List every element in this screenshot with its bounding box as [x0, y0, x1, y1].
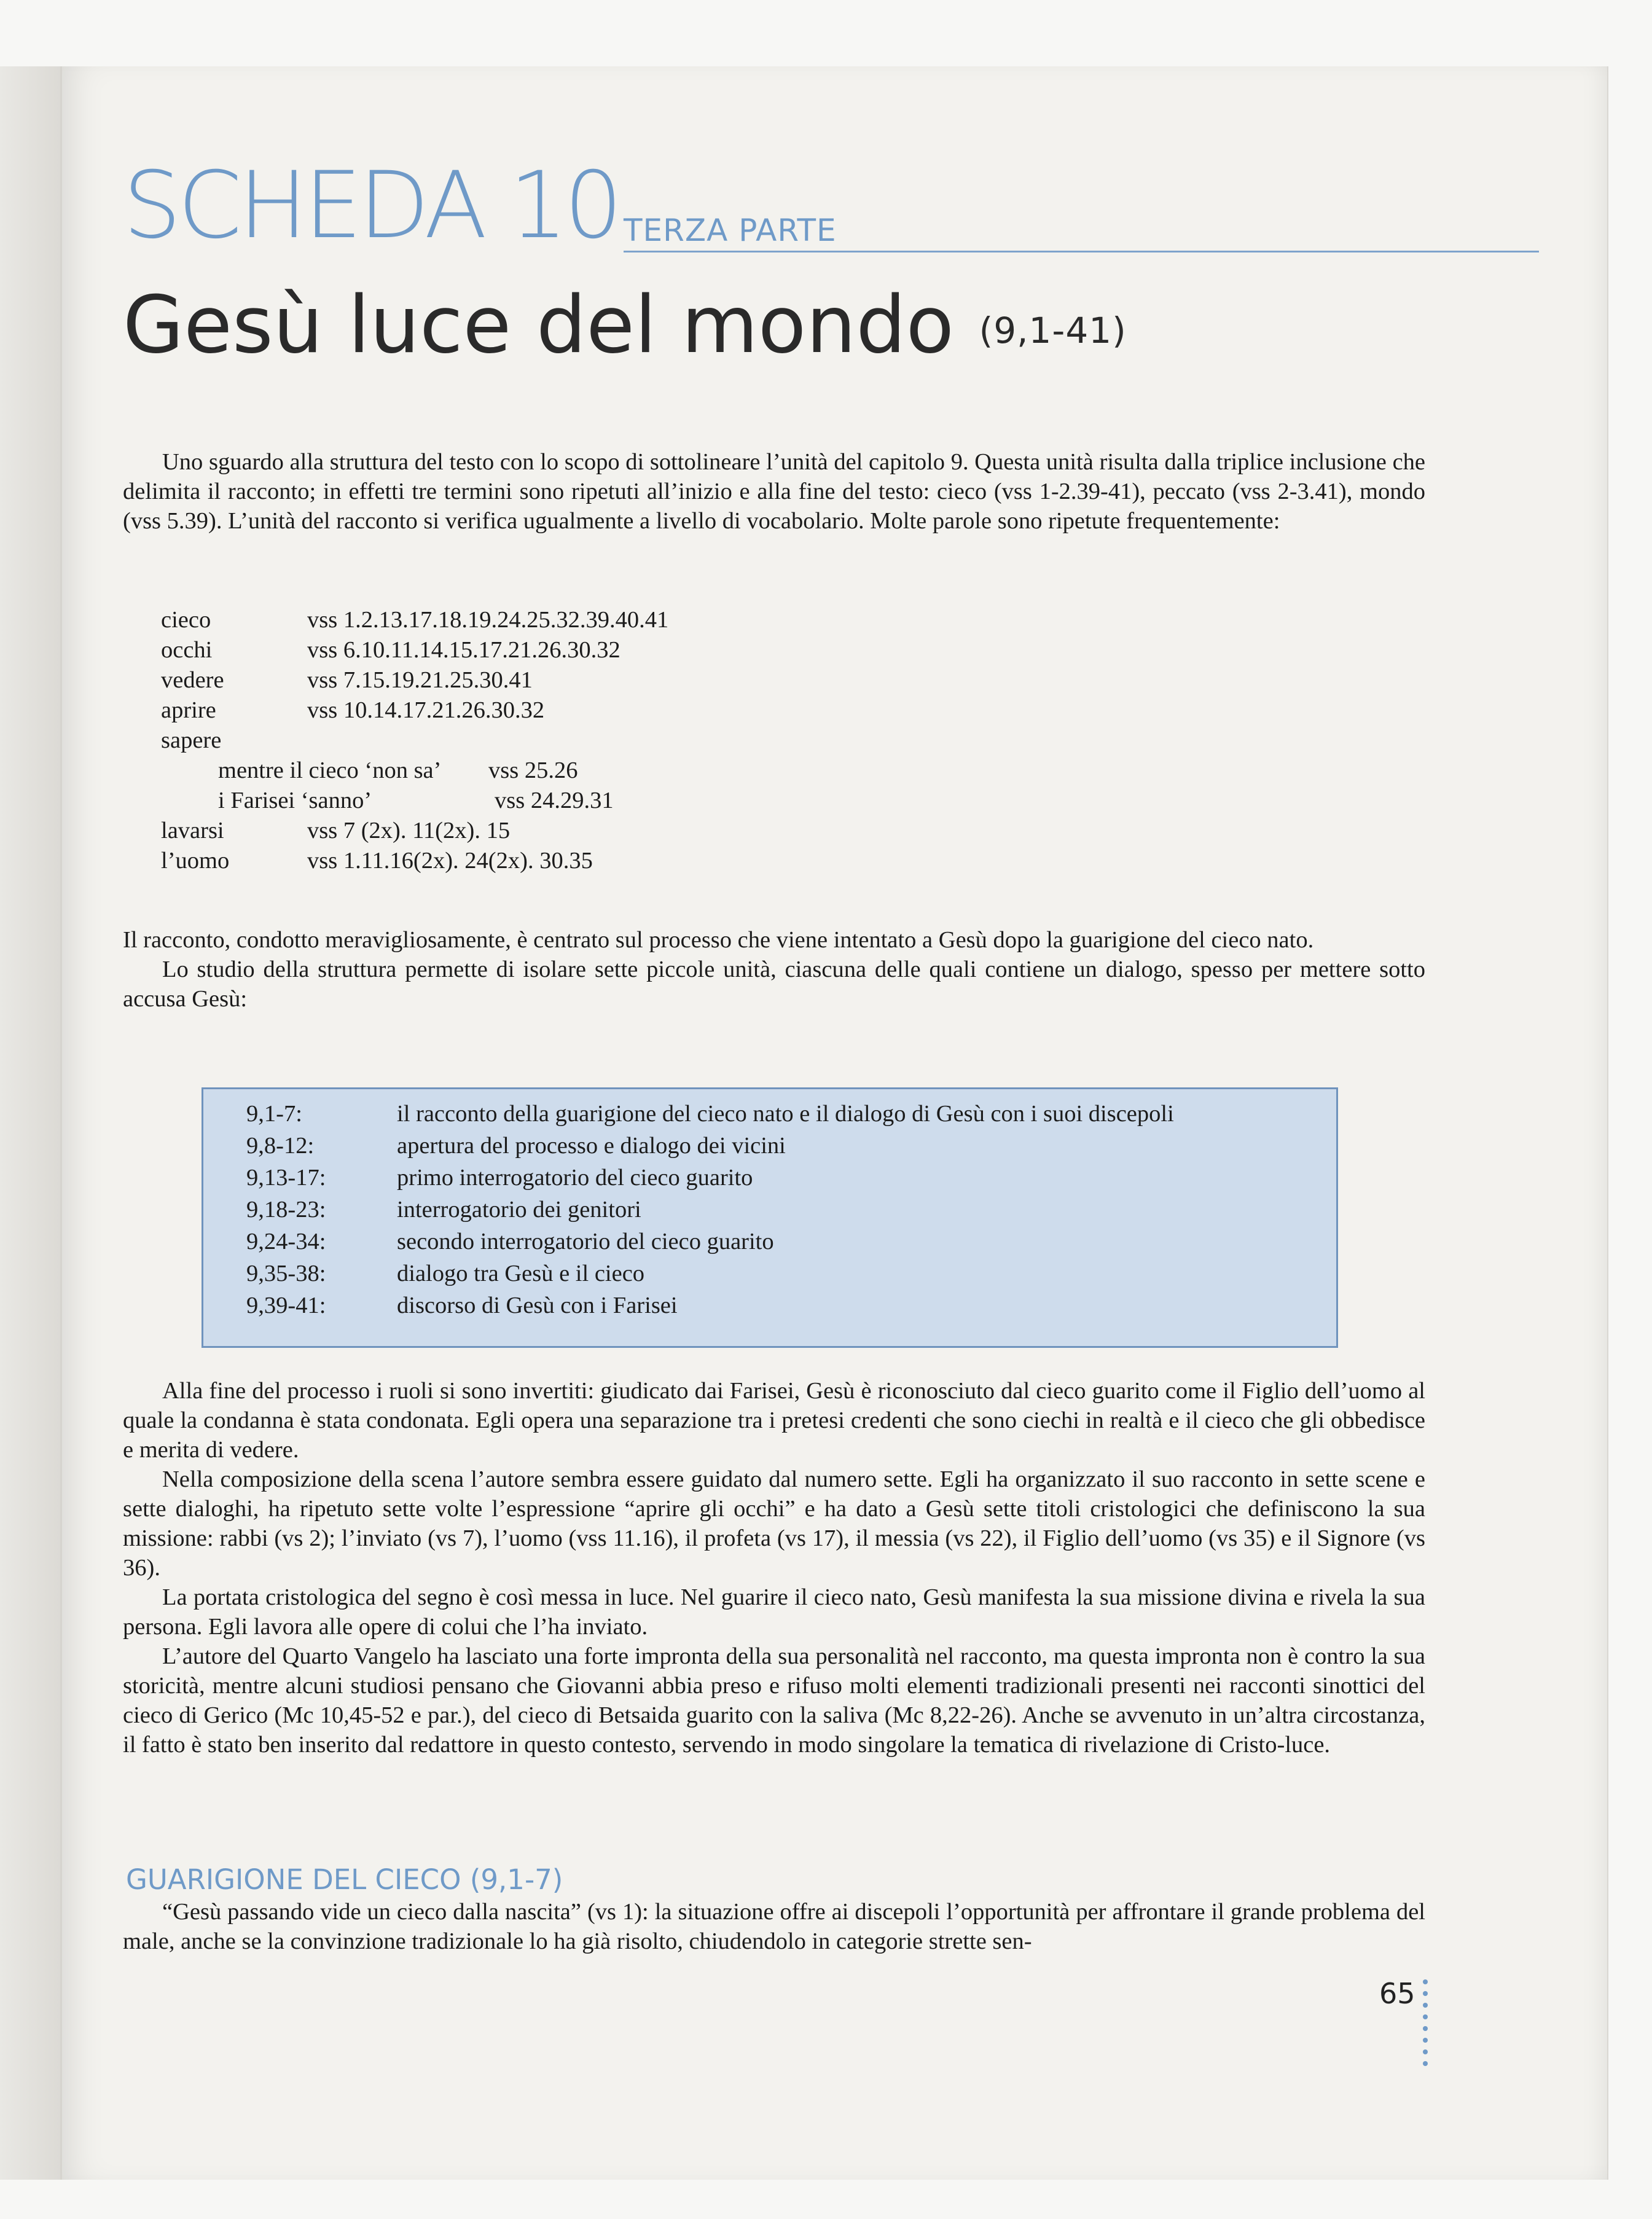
- title-text: Gesù luce del mondo: [123, 280, 954, 371]
- paragraph: Lo studio della struttura permette di isolare sette piccole unità, ciascuna delle quali contiene un dialogo, spesso per mettere sotto accusa Gesù:: [123, 957, 1425, 1012]
- page-dots-ornament: [1423, 1979, 1429, 2073]
- intro-paragraph: [123, 447, 1425, 536]
- paragraph: L’autore del Quarto Vangelo ha lasciato una forte impronta della sua personalità nel racconto, ma questa impronta non è contro la sua storicità, mentre alcuni studiosi pensano che Giovanni abbia preso e rifuso molti elementi tradizionali presenti nei racconti sinottici del cieco di Gerico (Mc 10,45-52 e par.), del cieco di Betsaida guarito con la saliva (Mc 8,22-26). Anche se avvenuto in un’altra circostanza, il fatto è stato ben inserito dal redattore in questo contesto, servendo in modo singolare la tematica di rivelazione di Cristo-luce.: [123, 1643, 1425, 1758]
- unit-row: 9,13-17: primo interrogatorio del cieco guarito: [246, 1165, 753, 1191]
- page-number: 65: [1379, 1977, 1415, 2010]
- main-paragraphs: [123, 1376, 1425, 1759]
- paragraph: Il racconto, condotto meravigliosamente, è centrato sul processo che viene intentato a Gesù dopo la guarigione del cieco nato.: [123, 927, 1314, 953]
- section-paragraph: [123, 1897, 1425, 1956]
- part-label: TERZA PARTE: [624, 213, 837, 248]
- page-title: [123, 280, 1474, 377]
- unit-row: 9,39-41: discorso di Gesù con i Farisei: [246, 1293, 678, 1318]
- title-ref: (9,1-41): [979, 309, 1127, 351]
- units-box: [202, 1087, 1338, 1348]
- paragraph: “Gesù passando vide un cieco dalla nascita” (vs 1): la situazione offre ai discepoli l’opportunità per affrontare il grande problema del male, anche se la convinzione tradizionale lo ha già risolto, chiudendolo in categorie strette sen-: [123, 1899, 1425, 1954]
- book-spine: [0, 66, 60, 2180]
- unit-row: 9,18-23: interrogatorio dei genitori: [246, 1197, 641, 1223]
- header-rule: [624, 251, 1539, 252]
- intro-text: Uno sguardo alla struttura del testo con lo scopo di sottolineare l’unità del capitolo 9. Questa unità risulta dalla triplice inclusione che delimita il racconto; in effetti tre termini sono ripetuti all’inizio e alla fine del testo: cieco (vss 1-2.39-41), peccato (vss 2-3.41), mondo (vss 5.39). L’unità del racconto si verifica ugualmente a livello di vocabolario. Molte parole sono ripetute frequentemente:: [123, 449, 1425, 534]
- unit-row: 9,8-12: apertura del processo e dialogo dei vicini: [246, 1133, 786, 1159]
- unit-row: 9,1-7: il racconto della guarigione del cieco nato e il dialogo di Gesù con i suoi discepoli: [246, 1101, 1174, 1127]
- paragraph: La portata cristologica del segno è così messa in luce. Nel guarire il cieco nato, Gesù manifesta la sua missione divina e rivela la sua persona. Egli lavora alle opere di colui che l’ha inviato.: [123, 1584, 1425, 1640]
- structure-paragraphs: [123, 925, 1425, 1014]
- paragraph: Alla fine del processo i ruoli si sono invertiti: giudicato dai Farisei, Gesù è riconosciuto dal cieco guarito come il Figlio dell’uomo al quale la condanna è stata condonata. Egli opera una separazione tra i pretesi credenti che sono ciechi in realtà e il cieco che gli obbedisce e merita di vedere.: [123, 1378, 1425, 1463]
- paragraph: Nella composizione della scena l’autore sembra essere guidato dal numero sette. Egli ha organizzato il suo racconto in sette scene e sette dialoghi, ha ripetuto sette volte l’espressione “aprire gli occhi” e ha dato a Gesù sette titoli cristologici che definiscono la sua missione: rabbi (vs 2); l’inviato (vs 7), l’uomo (vss 11.16), il profeta (vs 17), il messia (vs 22), il Figlio dell’uomo (vs 35) e il Signore (vs 36).: [123, 1466, 1425, 1581]
- unit-row: 9,24-34: secondo interrogatorio del cieco guarito: [246, 1229, 774, 1254]
- unit-row: 9,35-38: dialogo tra Gesù e il cieco: [246, 1261, 645, 1286]
- scheda-label: SCHEDA 10: [123, 152, 619, 259]
- section-heading: GUARIGIONE DEL CIECO (9,1-7): [126, 1863, 563, 1896]
- header: [123, 154, 1425, 264]
